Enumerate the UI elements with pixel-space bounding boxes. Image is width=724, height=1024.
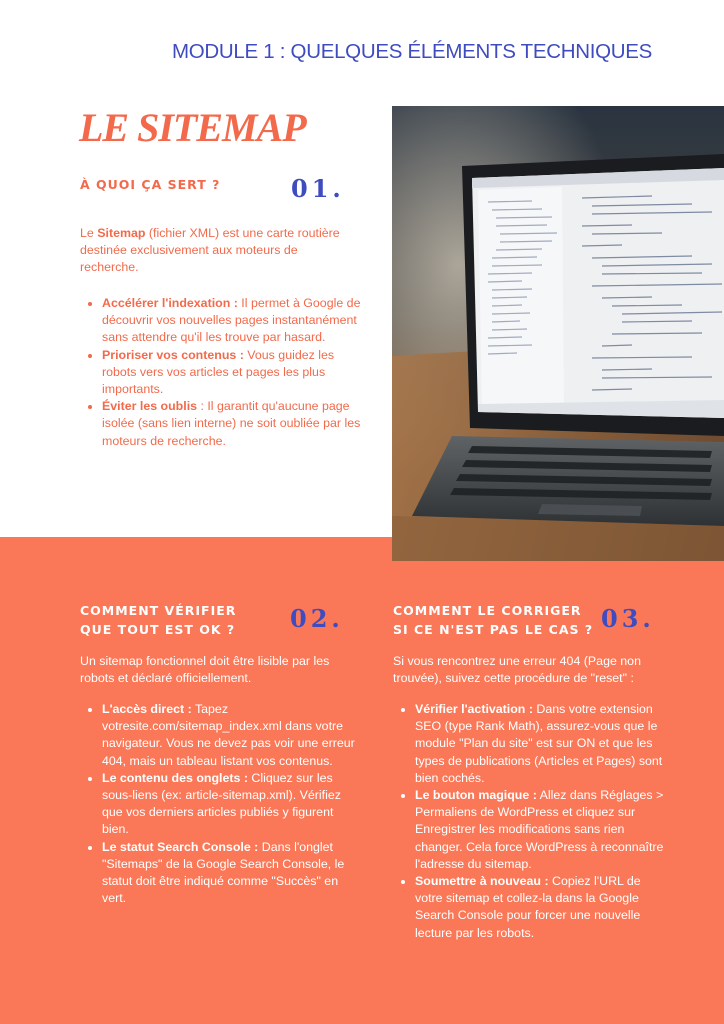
section-2-heading: COMMENT VÉRIFIER QUE TOUT EST OK ? xyxy=(80,603,237,637)
section-1-intro: Le Sitemap (fichier XML) est une carte routière destinée exclusivement aux moteurs de recherche. xyxy=(80,226,340,275)
laptop-code-photo xyxy=(392,106,724,561)
list-item: • Vérifier l'activation : Dans votre extension SEO (type Rank Math), assurez-vous que le module "Plan du site" est sur ON et que les types de publications (Articles et Pages) sont bien cochés. xyxy=(415,701,671,787)
module-title: MODULE 1 : QUELQUES ÉLÉMENTS TECHNIQUES xyxy=(171,40,652,63)
section-3-list xyxy=(393,701,671,942)
section-3-number: 03. xyxy=(601,604,655,633)
section-2-list xyxy=(80,701,362,907)
section-2-intro: Un sitemap fonctionnel doit être lisible par les robots et déclaré officiellement. xyxy=(80,654,330,686)
list-item: • Soumettre à nouveau : Copiez l'URL de votre sitemap et collez-la dans la Google Search Console pour forcer une nouvelle lecture par les robots. xyxy=(415,873,671,942)
list-item: • Le contenu des onglets : Cliquez sur les sous-liens (ex: article-sitemap.xml). Vérifiez que vos derniers articles publiés y figurent bien. xyxy=(102,770,362,839)
list-item: • L'accès direct : Tapez votresite.com/sitemap_index.xml dans votre navigateur. Vous ne devez pas voir une erreur 404, mais un tableau listant vos contenus. xyxy=(102,701,362,770)
list-item: • Le statut Search Console : Dans l'onglet "Sitemaps" de la Google Search Console, le statut doit être indiqué comme "Succès" en vert. xyxy=(102,839,362,908)
list-item: • Accélérer l'indexation : Il permet à Google de découvrir vos nouvelles pages instantanément sans attendre qu'il les trouve par hasard. xyxy=(102,295,364,347)
section-1-heading: À QUOI ÇA SERT ? xyxy=(80,177,221,192)
list-item: • Prioriser vos contenus : Vous guidez les robots vers vos articles et pages les plus importants. xyxy=(102,347,364,399)
section-1-list xyxy=(80,295,364,450)
section-3-intro: Si vous rencontrez une erreur 404 (Page non trouvée), suivez cette procédure de "reset" : xyxy=(393,654,641,686)
list-item: • Éviter les oublis : Il garantit qu'aucune page isolée (sans lien interne) ne soit oubliée par les moteurs de recherche. xyxy=(102,398,364,450)
section-2-number: 02. xyxy=(290,604,344,633)
page-title: LE SITEMAP xyxy=(79,105,306,150)
list-item: • Le bouton magique : Allez dans Réglages > Permaliens de WordPress et cliquez sur Enregistrer les modifications sans rien changer. Cela force WordPress à reconnaître l'adresse du sitemap. xyxy=(415,787,671,873)
section-3-heading: COMMENT LE CORRIGER SI CE N'EST PAS LE CAS ? xyxy=(393,603,594,637)
section-1-number: 01. xyxy=(291,174,345,203)
